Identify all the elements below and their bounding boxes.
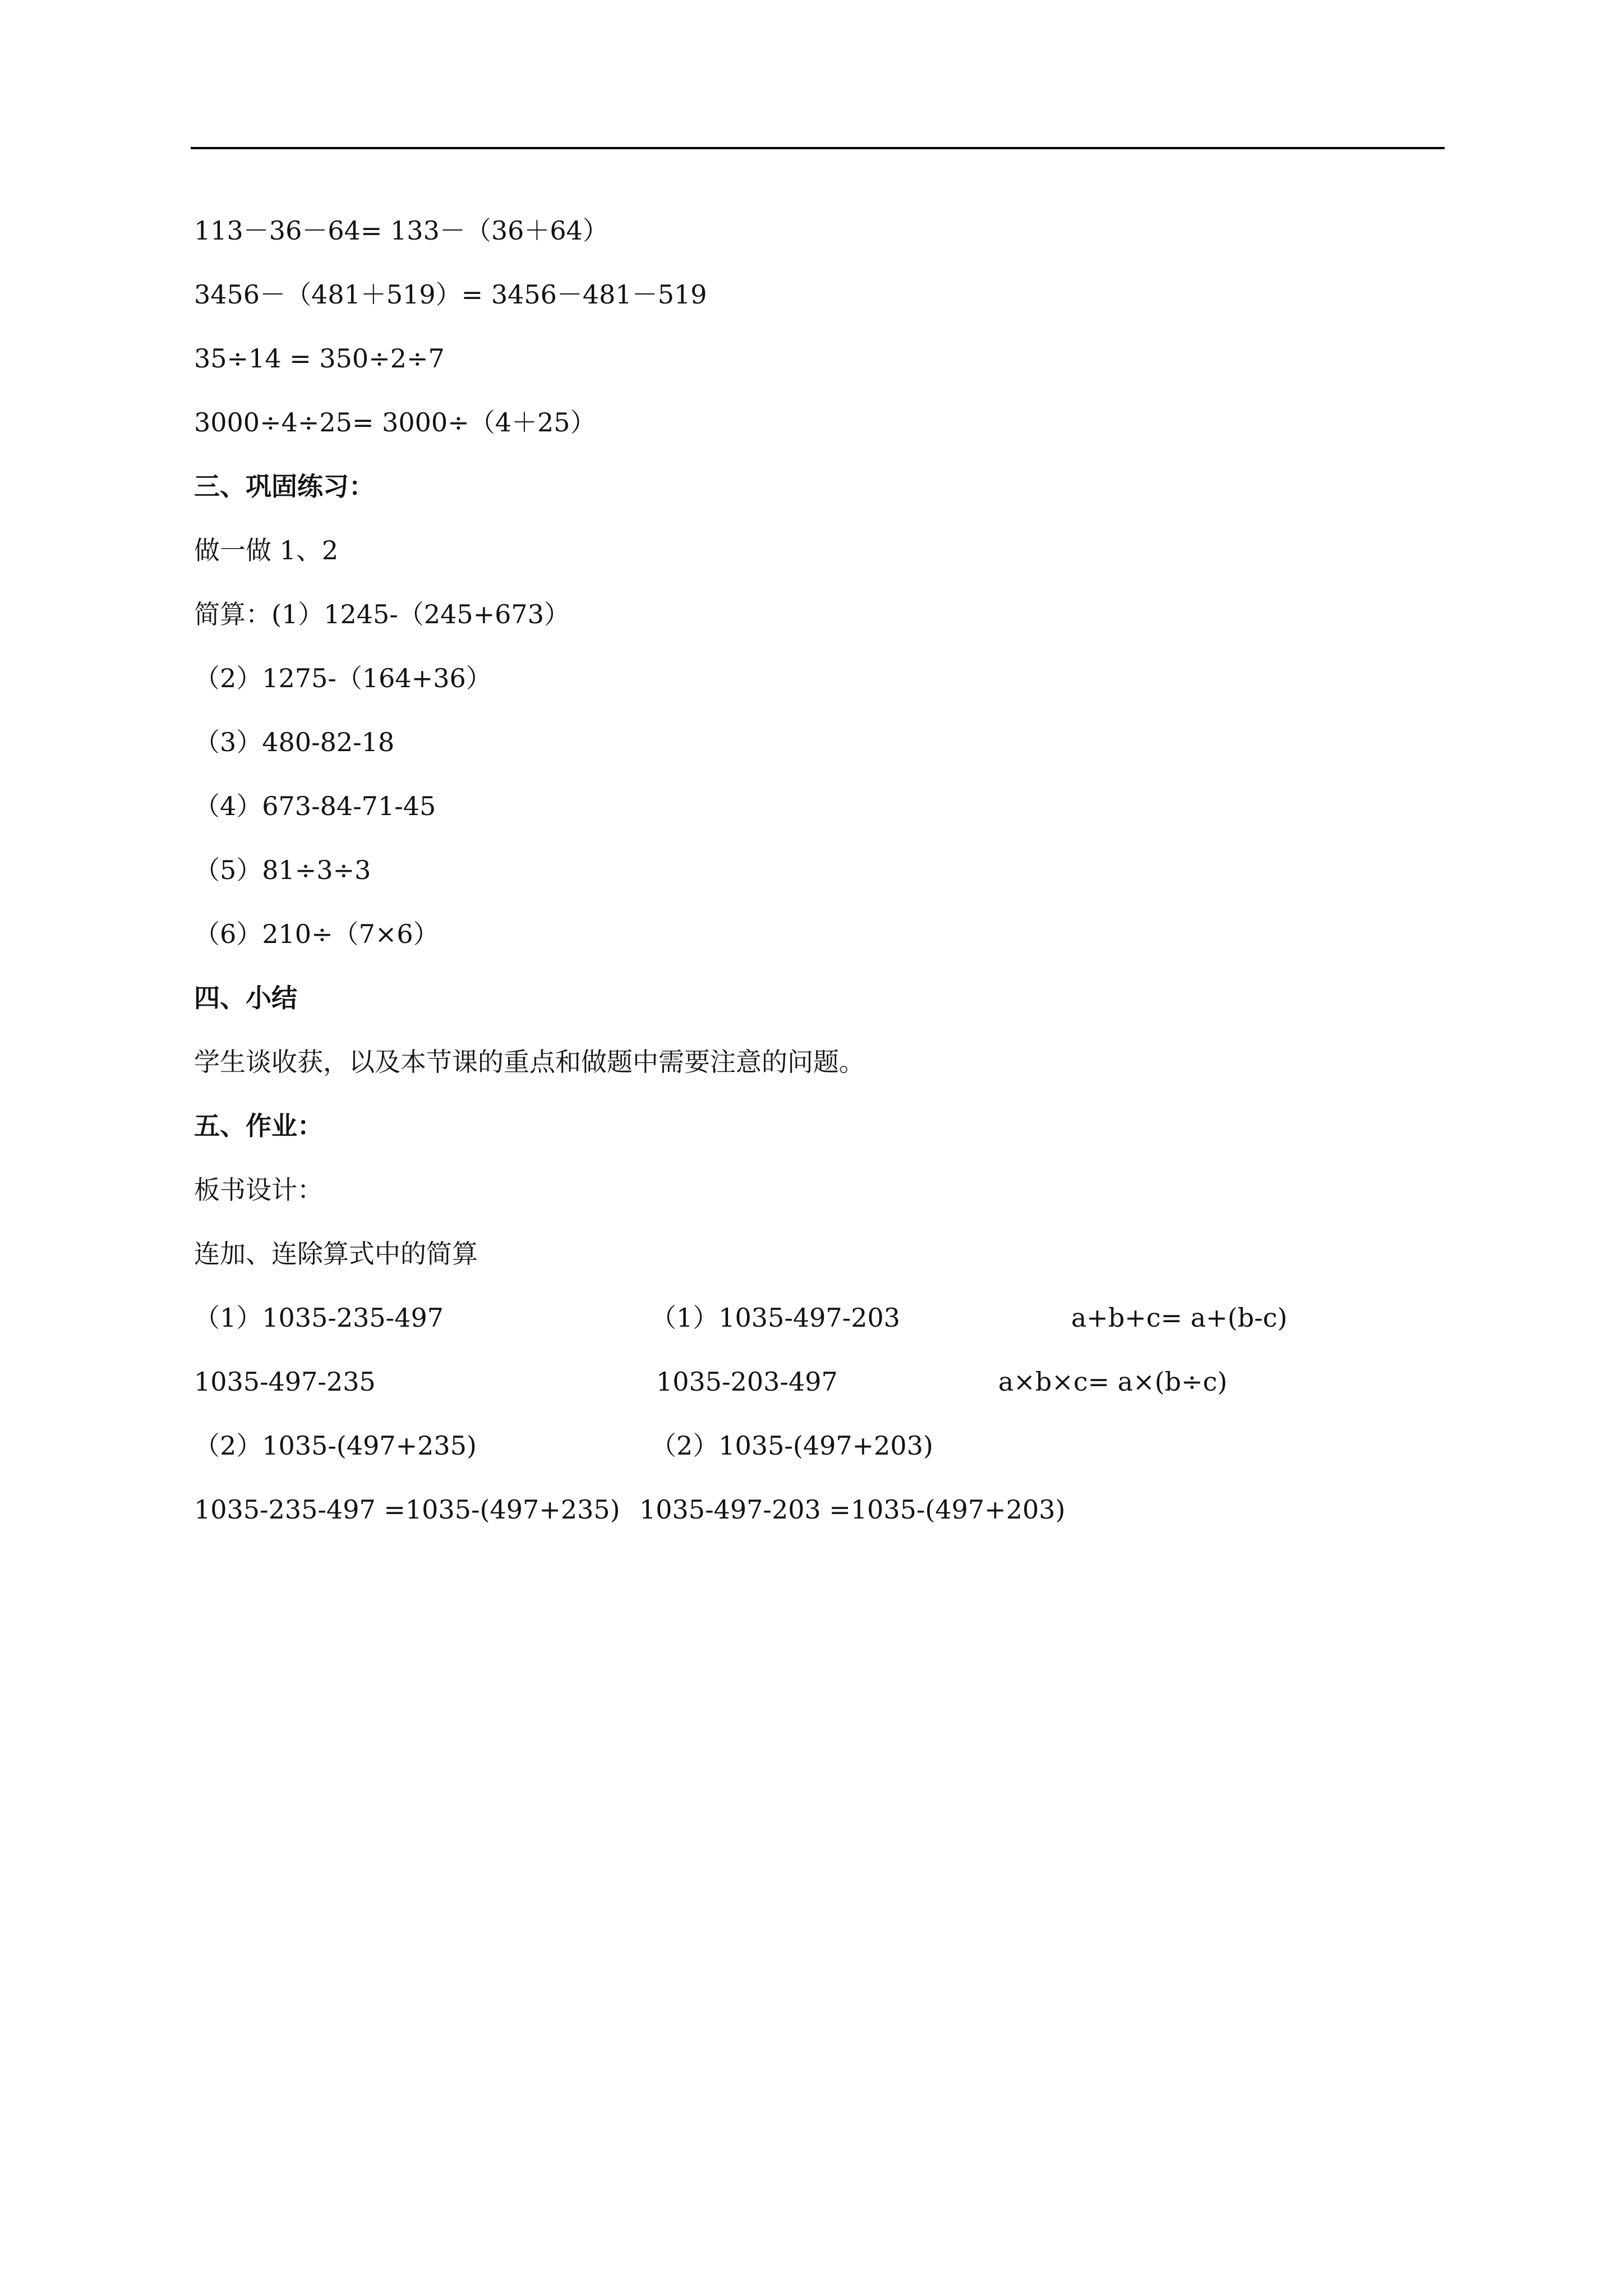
board-cell: （2）1035-(497+203) — [651, 1430, 933, 1461]
header-rule — [191, 147, 1445, 149]
equation-line: 3000÷4÷25= 3000÷（4＋25） — [194, 407, 596, 438]
exercise-line: （3）480-82-18 — [194, 727, 395, 757]
board-formula: a+b+c= a+(b-c) — [1071, 1303, 1288, 1333]
equation-line: 113－36－64= 133－（36＋64） — [194, 215, 608, 246]
exercise-line: （2）1275-（164+36） — [194, 663, 492, 693]
board-cell: 1035-235-497 =1035-(497+235) — [194, 1494, 620, 1525]
exercise-line: 简算：(1）1245-（245+673） — [194, 599, 570, 629]
exercise-line: （6）210÷（7×6） — [194, 919, 439, 949]
equation-line: 35÷14 = 350÷2÷7 — [194, 343, 445, 374]
section-heading: 五、作业： — [194, 1111, 323, 1141]
text-line: 做一做 1、2 — [194, 535, 339, 565]
section-heading: 四、小结 — [194, 983, 297, 1013]
equation-line: 3456－（481＋519）= 3456－481－519 — [194, 279, 707, 310]
text-line: 板书设计： — [194, 1175, 323, 1205]
exercise-line: （5）81÷3÷3 — [194, 855, 371, 885]
board-cell: 1035-497-203 =1035-(497+203) — [639, 1494, 1066, 1525]
board-formula: a×b×c= a×(b÷c) — [998, 1366, 1228, 1397]
board-cell: 1035-203-497 — [656, 1366, 838, 1397]
exercise-line: （4）673-84-71-45 — [194, 791, 436, 821]
text-line: 学生谈收获，以及本节课的重点和做题中需要注意的问题。 — [194, 1047, 865, 1077]
section-heading: 三、巩固练习： — [194, 471, 375, 501]
board-cell: 1035-497-235 — [194, 1366, 376, 1397]
board-cell: （1）1035-497-203 — [651, 1303, 901, 1333]
text-line: 连加、连除算式中的简算 — [194, 1239, 478, 1269]
board-cell: （1）1035-235-497 — [194, 1303, 444, 1333]
board-cell: （2）1035-(497+235) — [194, 1430, 477, 1461]
